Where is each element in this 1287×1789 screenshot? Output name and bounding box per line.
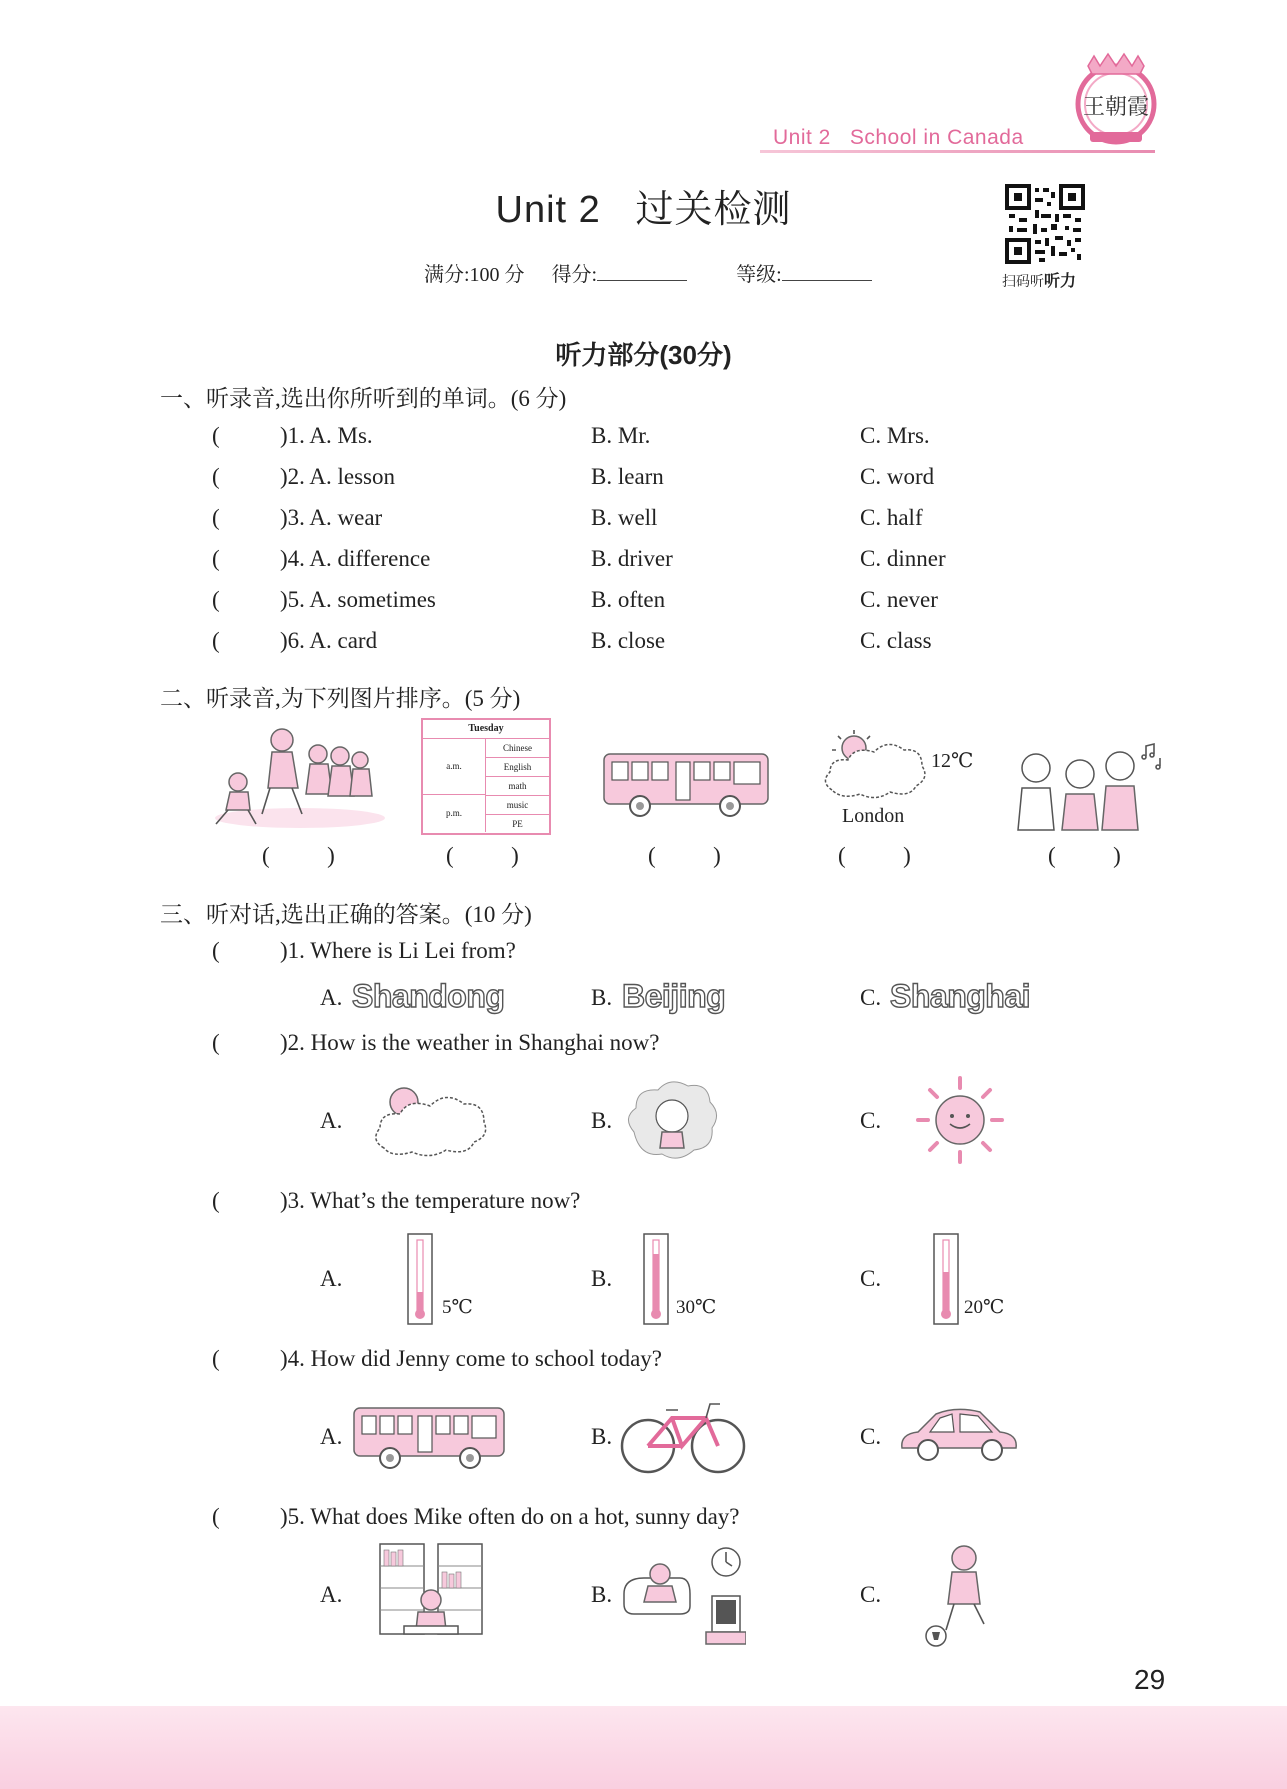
brand-name: 王朝霞: [1082, 94, 1149, 119]
q1-option-c: Shanghai: [890, 978, 1031, 1014]
weather-temperature: 12℃: [931, 750, 974, 772]
order-blank[interactable]: ( ): [648, 843, 721, 868]
qr-caption: 扫码听听力: [1002, 273, 1077, 290]
page-number: 29: [1134, 1664, 1166, 1695]
bicycle-icon: [620, 1396, 746, 1476]
car-icon: [896, 1404, 1022, 1468]
timetable-subject: PE: [512, 819, 523, 829]
question-option-c: C. half: [860, 505, 923, 530]
part3-heading: 三、听对话,选出正确的答案。(10 分): [160, 902, 532, 927]
q5-question: )5. What does Mike often do on a hot, sunny day?: [280, 1504, 740, 1529]
q1-option-c-letter: C.: [860, 985, 882, 1010]
q2-option-c: C.: [860, 1108, 882, 1133]
q3-temp-b: 30℃: [676, 1297, 717, 1318]
question-option-a: )4. A. difference: [280, 546, 431, 571]
question-option-c: C. never: [860, 587, 938, 612]
question-option-b: B. driver: [591, 546, 673, 571]
q1-question: )1. Where is Li Lei from?: [280, 938, 516, 963]
answer-paren[interactable]: (: [212, 628, 220, 653]
q5-option-a: A.: [320, 1582, 343, 1607]
page-title: Unit 2 过关检测: [495, 189, 792, 231]
question-option-b: B. close: [591, 628, 666, 653]
question-option-b: B. well: [591, 505, 658, 530]
timetable-subject: English: [486, 758, 549, 777]
q5-option-b: B.: [591, 1582, 613, 1607]
question-option-a: )3. A. wear: [280, 505, 383, 530]
children-running-picture: [210, 718, 390, 834]
q3-option-b: B.: [591, 1266, 613, 1291]
q4-option-a: A.: [320, 1424, 343, 1449]
question-option-a: )5. A. sometimes: [280, 587, 436, 612]
girls-singing-picture: [1008, 742, 1168, 832]
question-option-c: C. dinner: [860, 546, 946, 571]
footer-band: [0, 1706, 1287, 1789]
sun-icon: [910, 1072, 1010, 1168]
score-label: 得分:: [552, 264, 710, 286]
qr-code[interactable]: [1005, 184, 1085, 264]
order-blank[interactable]: ( ): [262, 843, 335, 868]
answer-paren[interactable]: (: [212, 1504, 220, 1529]
score-blank[interactable]: [597, 262, 687, 281]
part2-heading: 二、听录音,为下列图片排序。(5 分): [160, 686, 521, 711]
q3-temp-a: 5℃: [442, 1297, 473, 1318]
thermometer-icon: [404, 1232, 436, 1326]
score-line: [424, 258, 916, 287]
answer-paren[interactable]: (: [212, 1346, 220, 1371]
header-divider: [760, 150, 1155, 153]
bus-icon: [350, 1402, 516, 1472]
answer-paren[interactable]: (: [212, 505, 220, 530]
timetable-subject: math: [486, 777, 549, 796]
q2-question: )2. How is the weather in Shanghai now?: [280, 1030, 660, 1055]
q3-option-c: C.: [860, 1266, 882, 1291]
part1-heading: 一、听录音,选出你所听到的单词。(6 分): [160, 386, 567, 411]
full-score: 满分:100 分: [424, 264, 525, 286]
q4-option-c: C.: [860, 1424, 882, 1449]
q1-option-b: Beijing: [622, 978, 726, 1014]
watching-tv-icon: [620, 1544, 746, 1646]
timetable-picture: [421, 718, 551, 835]
q4-question: )4. How did Jenny come to school today?: [280, 1346, 662, 1371]
order-blank[interactable]: ( ): [838, 843, 911, 868]
thermometer-icon: [930, 1232, 962, 1326]
q1-option-a-letter: A.: [320, 985, 343, 1010]
timetable-day: Tuesday: [423, 720, 549, 739]
question-option-a: )2. A. lesson: [280, 464, 395, 489]
question-option-c: C. word: [860, 464, 935, 489]
question-option-a: )1. A. Ms.: [280, 423, 373, 448]
order-blank[interactable]: ( ): [446, 843, 519, 868]
library-reading-icon: [376, 1540, 486, 1642]
question-option-c: C. class: [860, 628, 932, 653]
q2-option-a: A.: [320, 1108, 343, 1133]
answer-paren[interactable]: (: [212, 423, 220, 448]
q4-option-b: B.: [591, 1424, 613, 1449]
weather-city: London: [842, 805, 905, 827]
grade-blank[interactable]: [782, 262, 872, 281]
thermometer-icon: [640, 1232, 672, 1326]
timetable-am: a.m.: [423, 739, 485, 795]
q1-option-b-letter: B.: [591, 985, 613, 1010]
answer-paren[interactable]: (: [212, 587, 220, 612]
answer-paren[interactable]: (: [212, 464, 220, 489]
q1-option-a: Shandong: [352, 978, 505, 1014]
answer-paren[interactable]: (: [212, 938, 220, 963]
question-option-b: B. often: [591, 587, 666, 612]
question-option-a: )6. A. card: [280, 628, 378, 653]
q5-option-c: C.: [860, 1582, 882, 1607]
cloudy-icon: [370, 1078, 490, 1164]
snow-cloud-icon: [622, 1074, 722, 1166]
grade-label: 等级:: [736, 264, 894, 286]
timetable-subject: music: [486, 796, 549, 815]
header-unit-label: Unit 2 School in Canada: [773, 126, 1024, 149]
cloudy-sun-picture: [820, 728, 930, 808]
q2-option-b: B.: [591, 1108, 613, 1133]
answer-paren[interactable]: (: [212, 1188, 220, 1213]
answer-paren[interactable]: (: [212, 546, 220, 571]
order-blank[interactable]: ( ): [1048, 843, 1121, 868]
q3-option-a: A.: [320, 1266, 343, 1291]
question-option-b: B. learn: [591, 464, 664, 489]
timetable-subject: Chinese: [486, 739, 549, 758]
question-option-b: B. Mr.: [591, 423, 651, 448]
answer-paren[interactable]: (: [212, 1030, 220, 1055]
bus-picture: [600, 748, 780, 820]
timetable-pm: p.m.: [445, 808, 462, 818]
listening-heading: 听力部分(30分): [555, 340, 732, 370]
q3-temp-c: 20℃: [964, 1297, 1005, 1318]
q3-question: )3. What’s the temperature now?: [280, 1188, 581, 1213]
brand-badge: [1074, 52, 1158, 152]
playing-football-icon: [920, 1542, 992, 1648]
question-option-c: C. Mrs.: [860, 423, 930, 448]
